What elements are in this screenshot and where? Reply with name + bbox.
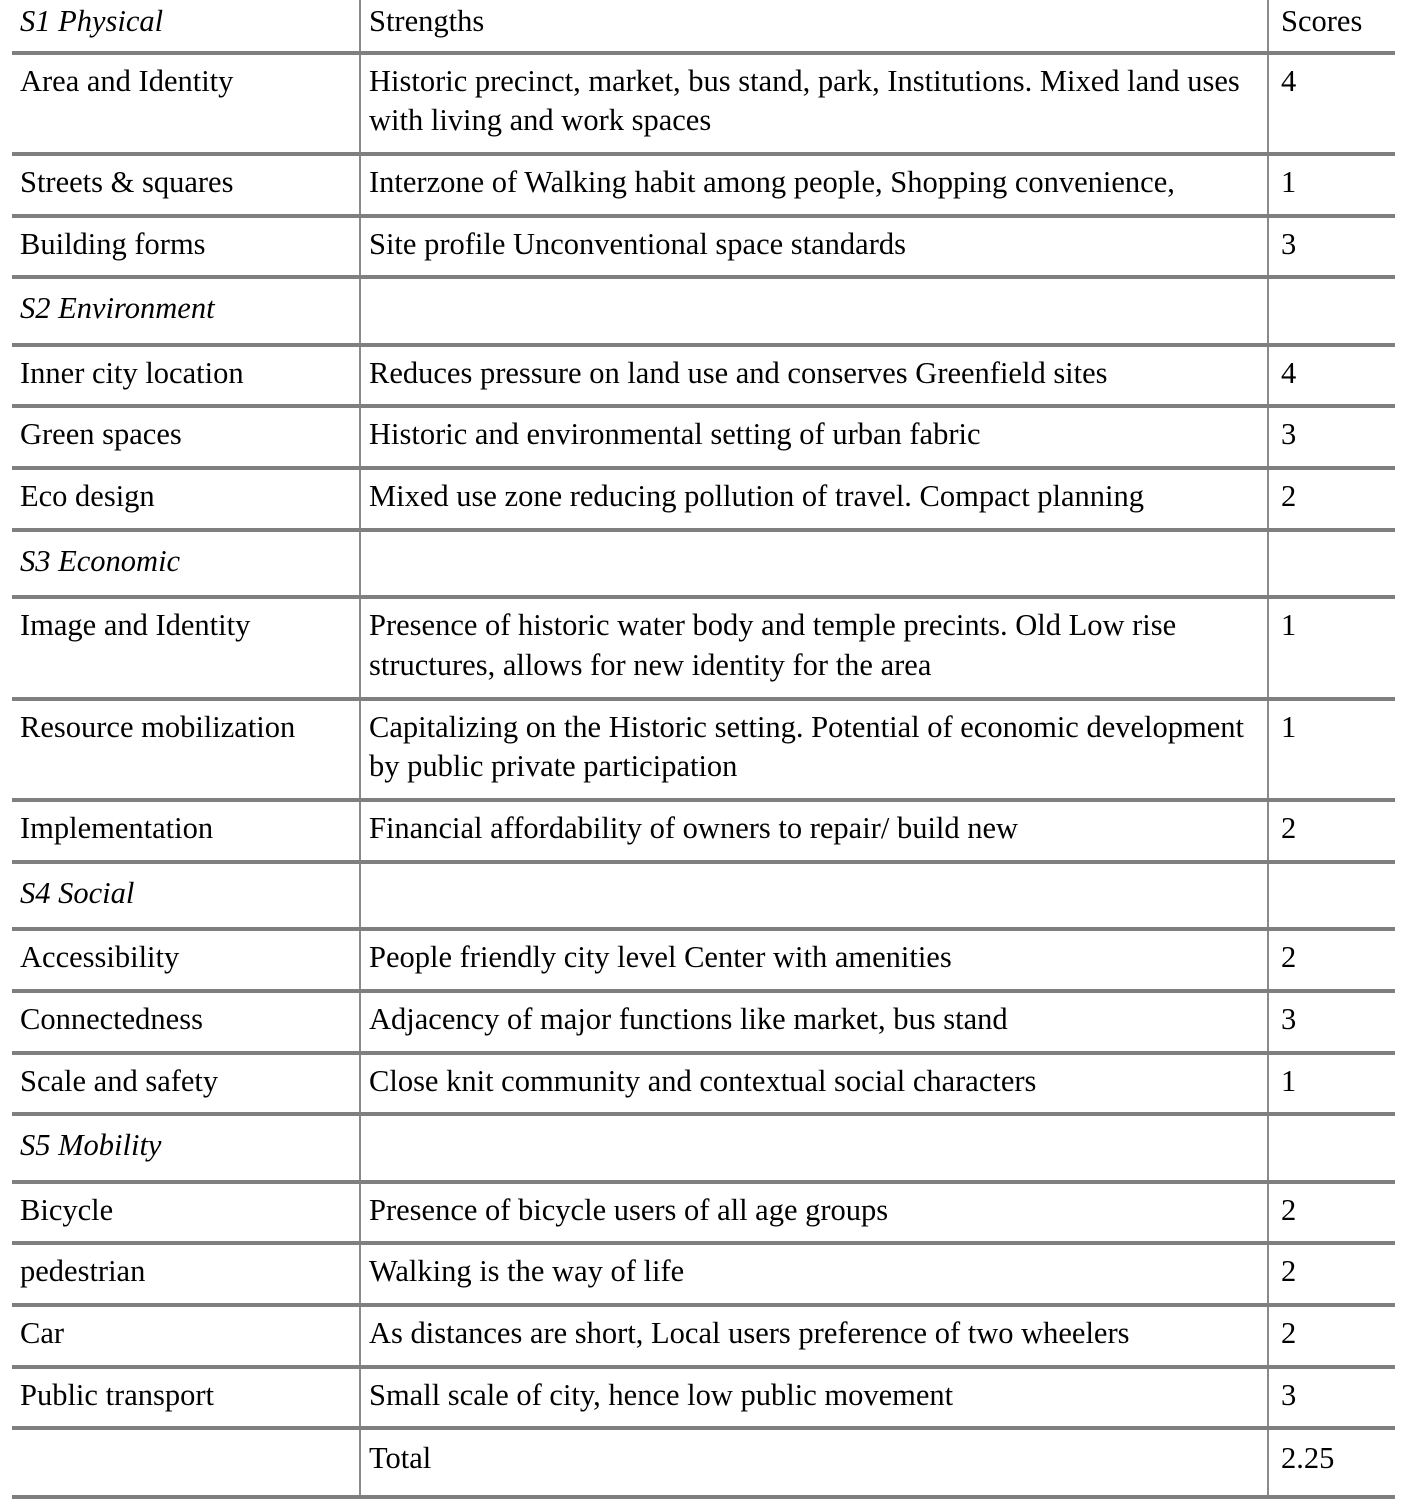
category-cell: Scale and safety: [12, 1053, 360, 1115]
category-cell: Car: [12, 1305, 360, 1367]
strength-cell: [360, 277, 1268, 345]
section-label-cell: S3 Economic: [12, 530, 360, 598]
strength-cell: Total: [360, 1428, 1268, 1497]
section-label-cell: S2 Environment: [12, 277, 360, 345]
score-cell: 2.25: [1268, 1428, 1395, 1497]
score-cell: [1268, 277, 1395, 345]
section-header-row: [12, 277, 1395, 345]
table-row: [12, 468, 1395, 530]
table-row: [12, 1305, 1395, 1367]
category-cell: Resource mobilization: [12, 699, 360, 800]
table-row: [12, 53, 1395, 154]
section-header-row: [12, 530, 1395, 598]
category-cell: pedestrian: [12, 1243, 360, 1305]
category-cell: Inner city location: [12, 345, 360, 407]
score-cell: 2: [1268, 1182, 1395, 1244]
strength-cell: As distances are short, Local users preference of two wheelers: [360, 1305, 1268, 1367]
strength-cell: Adjacency of major functions like market, bus stand: [360, 991, 1268, 1053]
score-cell: 1: [1268, 597, 1395, 698]
category-cell: Building forms: [12, 216, 360, 278]
score-cell: 2: [1268, 1305, 1395, 1367]
strength-cell: Capitalizing on the Historic setting. Potential of economic development by public private participation: [360, 699, 1268, 800]
score-cell: 3: [1268, 216, 1395, 278]
strength-cell: Interzone of Walking habit among people, Shopping convenience,: [360, 154, 1268, 216]
score-cell: 1: [1268, 699, 1395, 800]
strength-cell: Presence of bicycle users of all age groups: [360, 1182, 1268, 1244]
category-cell: Connectedness: [12, 991, 360, 1053]
table-row: [12, 597, 1395, 698]
strength-cell: Reduces pressure on land use and conserves Greenfield sites: [360, 345, 1268, 407]
score-cell: [1268, 530, 1395, 598]
score-cell: 1: [1268, 154, 1395, 216]
table-row: [12, 800, 1395, 862]
table-row: [12, 929, 1395, 991]
score-cell: 2: [1268, 929, 1395, 991]
score-cell: 2: [1268, 468, 1395, 530]
strength-cell: [360, 1114, 1268, 1182]
strength-cell: [360, 862, 1268, 930]
section-header-row: [12, 1114, 1395, 1182]
strength-cell: Close knit community and contextual social characters: [360, 1053, 1268, 1115]
strength-cell: Walking is the way of life: [360, 1243, 1268, 1305]
table-header-row: [12, 0, 1395, 53]
total-row: [12, 1428, 1395, 1497]
strength-cell: Financial affordability of owners to repair/ build new: [360, 800, 1268, 862]
section-label-cell: S5 Mobility: [12, 1114, 360, 1182]
category-cell: Implementation: [12, 800, 360, 862]
strength-cell: Strengths: [360, 0, 1268, 53]
score-cell: 1: [1268, 1053, 1395, 1115]
score-cell: 3: [1268, 1367, 1395, 1429]
swot-strengths-table: [12, 0, 1395, 1499]
score-cell: 4: [1268, 345, 1395, 407]
strength-cell: People friendly city level Center with amenities: [360, 929, 1268, 991]
score-cell: [1268, 862, 1395, 930]
table-row: [12, 1053, 1395, 1115]
swot-strengths-table-container: [12, 0, 1395, 1499]
strength-cell: Site profile Unconventional space standards: [360, 216, 1268, 278]
score-cell: 2: [1268, 1243, 1395, 1305]
score-cell: 2: [1268, 800, 1395, 862]
category-cell: Streets & squares: [12, 154, 360, 216]
category-cell: Image and Identity: [12, 597, 360, 698]
section-header-row: [12, 862, 1395, 930]
strength-cell: [360, 530, 1268, 598]
strength-cell: Historic precinct, market, bus stand, park, Institutions. Mixed land uses with living and work spaces: [360, 53, 1268, 154]
category-cell: Eco design: [12, 468, 360, 530]
category-cell: Public transport: [12, 1367, 360, 1429]
table-row: [12, 1367, 1395, 1429]
table-row: [12, 216, 1395, 278]
score-cell: 3: [1268, 406, 1395, 468]
score-cell: [1268, 1114, 1395, 1182]
category-cell: [12, 1428, 360, 1497]
table-row: [12, 1243, 1395, 1305]
strength-cell: Historic and environmental setting of urban fabric: [360, 406, 1268, 468]
strength-cell: Presence of historic water body and temple precints. Old Low rise structures, allows for new identity for the area: [360, 597, 1268, 698]
category-cell: Green spaces: [12, 406, 360, 468]
strength-cell: Small scale of city, hence low public movement: [360, 1367, 1268, 1429]
table-body: [12, 0, 1395, 1497]
section-label-cell: S4 Social: [12, 862, 360, 930]
category-cell: Area and Identity: [12, 53, 360, 154]
score-cell: Scores: [1268, 0, 1395, 53]
category-cell: Bicycle: [12, 1182, 360, 1244]
category-cell: S1 Physical: [12, 0, 360, 53]
score-cell: 3: [1268, 991, 1395, 1053]
table-row: [12, 406, 1395, 468]
table-row: [12, 345, 1395, 407]
table-row: [12, 1182, 1395, 1244]
strength-cell: Mixed use zone reducing pollution of travel. Compact planning: [360, 468, 1268, 530]
category-cell: Accessibility: [12, 929, 360, 991]
table-row: [12, 699, 1395, 800]
score-cell: 4: [1268, 53, 1395, 154]
table-row: [12, 154, 1395, 216]
table-row: [12, 991, 1395, 1053]
